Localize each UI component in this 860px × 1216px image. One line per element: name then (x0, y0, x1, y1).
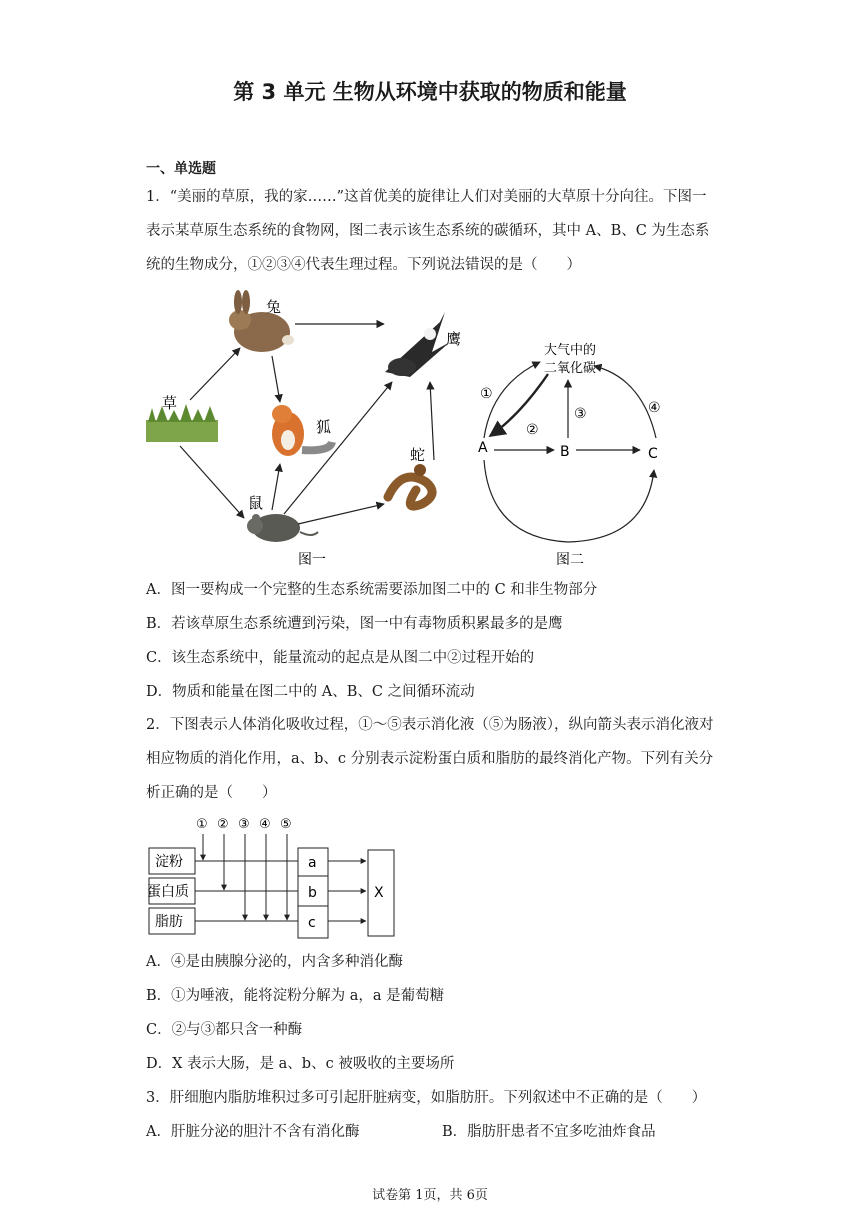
q2-option-d[interactable]: D．X 表示大肠，是 a、b、c 被吸收的主要场所 (146, 1056, 455, 1072)
arrow-mouse-snake (298, 504, 384, 524)
arrow-snake-eagle (430, 382, 434, 460)
arrow-mouse-fox (272, 464, 280, 510)
arrow-rabbit-fox (272, 356, 280, 402)
juice-5-label: ⑤ (280, 817, 292, 832)
process-1-label: ① (480, 386, 493, 402)
process-4-arrow (594, 366, 656, 438)
juice-3-label: ③ (238, 817, 250, 832)
arrow-grass-rabbit (190, 348, 240, 400)
question-3-stem: 3．肝细胞内脂肪堆积过多可引起肝脏病变，如脂肪肝。下列叙述中不正确的是（ ） (146, 1090, 707, 1106)
grass-label: 草 (162, 394, 178, 412)
grass-image (146, 404, 218, 442)
component-b: B (560, 444, 570, 460)
juice-1-label: ① (196, 817, 208, 832)
mouse-image (247, 514, 318, 542)
page-title: 第 3 单元 生物从环境中获取的物质和能量 (233, 80, 627, 104)
arrow-a-c (484, 460, 654, 542)
arrow-grass-mouse (180, 446, 244, 518)
substance-protein: 蛋白质 (147, 884, 189, 900)
co2-label-line2: 二氧化碳 (544, 361, 597, 376)
food-web-figure (140, 282, 480, 572)
question-2-stem: 2．下图表示人体消化吸收过程，①～⑤表示消化液（⑤为肠液），纵向箭头表示消化液对相应物质的消化作用，a、b、c 分别表示淀粉蛋白质和脂肪的最终消化产物。下列有关分析正确的是（ ） (146, 717, 714, 801)
figure-2-caption: 图二 (556, 552, 584, 568)
q3-option-a[interactable]: A．肝脏分泌的胆汁不含有消化酶 (146, 1124, 360, 1140)
process-4-label: ④ (648, 400, 661, 416)
substance-starch: 淀粉 (155, 854, 183, 870)
snake-label: 蛇 (410, 446, 426, 464)
co2-label-line1: 大气中的 (544, 343, 597, 358)
product-c: c (308, 915, 316, 931)
figure-1-caption: 图一 (298, 552, 326, 568)
section-heading: 一、单选题 (146, 161, 216, 177)
mouse-label: 鼠 (248, 494, 264, 512)
process-3-label: ③ (574, 406, 587, 422)
q1-option-a[interactable]: A．图一要构成一个完整的生态系统需要添加图二中的 C 和非生物部分 (146, 582, 598, 598)
process-2-arrow (490, 374, 548, 436)
q1-option-d[interactable]: D．物质和能量在图二中的 A、B、C 之间循环流动 (146, 684, 475, 700)
eagle-label: 鹰 (446, 330, 462, 348)
q2-option-b[interactable]: B．①为唾液，能将淀粉分解为 a，a 是葡萄糖 (146, 988, 445, 1004)
juice-4-label: ④ (259, 817, 271, 832)
page-footer: 试卷第 1页，共 6页 (372, 1188, 488, 1203)
q2-option-c[interactable]: C．②与③都只含一种酶 (146, 1022, 303, 1038)
q3-option-b[interactable]: B．脂肪肝患者不宜多吃油炸食品 (442, 1124, 656, 1140)
eagle-image (385, 312, 450, 377)
juice-2-label: ② (217, 817, 229, 832)
substance-fat: 脂肪 (155, 914, 183, 930)
q2-option-a[interactable]: A．④是由胰腺分泌的，内含多种消化酶 (146, 954, 403, 970)
process-2-label: ② (526, 422, 539, 438)
component-a: A (478, 440, 488, 456)
digestion-diagram (140, 810, 410, 944)
rabbit-label: 兔 (266, 298, 282, 316)
q1-option-b[interactable]: B．若该草原生态系统遭到污染，图一中有毒物质积累最多的是鹰 (146, 616, 563, 632)
carbon-cycle-figure (470, 330, 690, 570)
question-1-stem: 1．“美丽的草原，我的家……”这首优美的旋律让人们对美丽的大草原十分向往。下图一表示某草原生态系统的食物网，图二表示该生态系统的碳循环，其中 A、B、C 为生态系统的生物成分，①②③④代表生理过程。下列说法错误的是（ ） (146, 189, 710, 273)
product-a: a (308, 855, 317, 871)
snake-image (388, 464, 432, 506)
component-c: C (648, 446, 658, 462)
product-b: b (308, 885, 317, 901)
rabbit-image (229, 290, 294, 352)
q1-option-c[interactable]: C．该生态系统中，能量流动的起点是从图二中②过程开始的 (146, 650, 535, 666)
fox-label: 狐 (316, 418, 332, 436)
organ-x-label: X (374, 885, 384, 901)
